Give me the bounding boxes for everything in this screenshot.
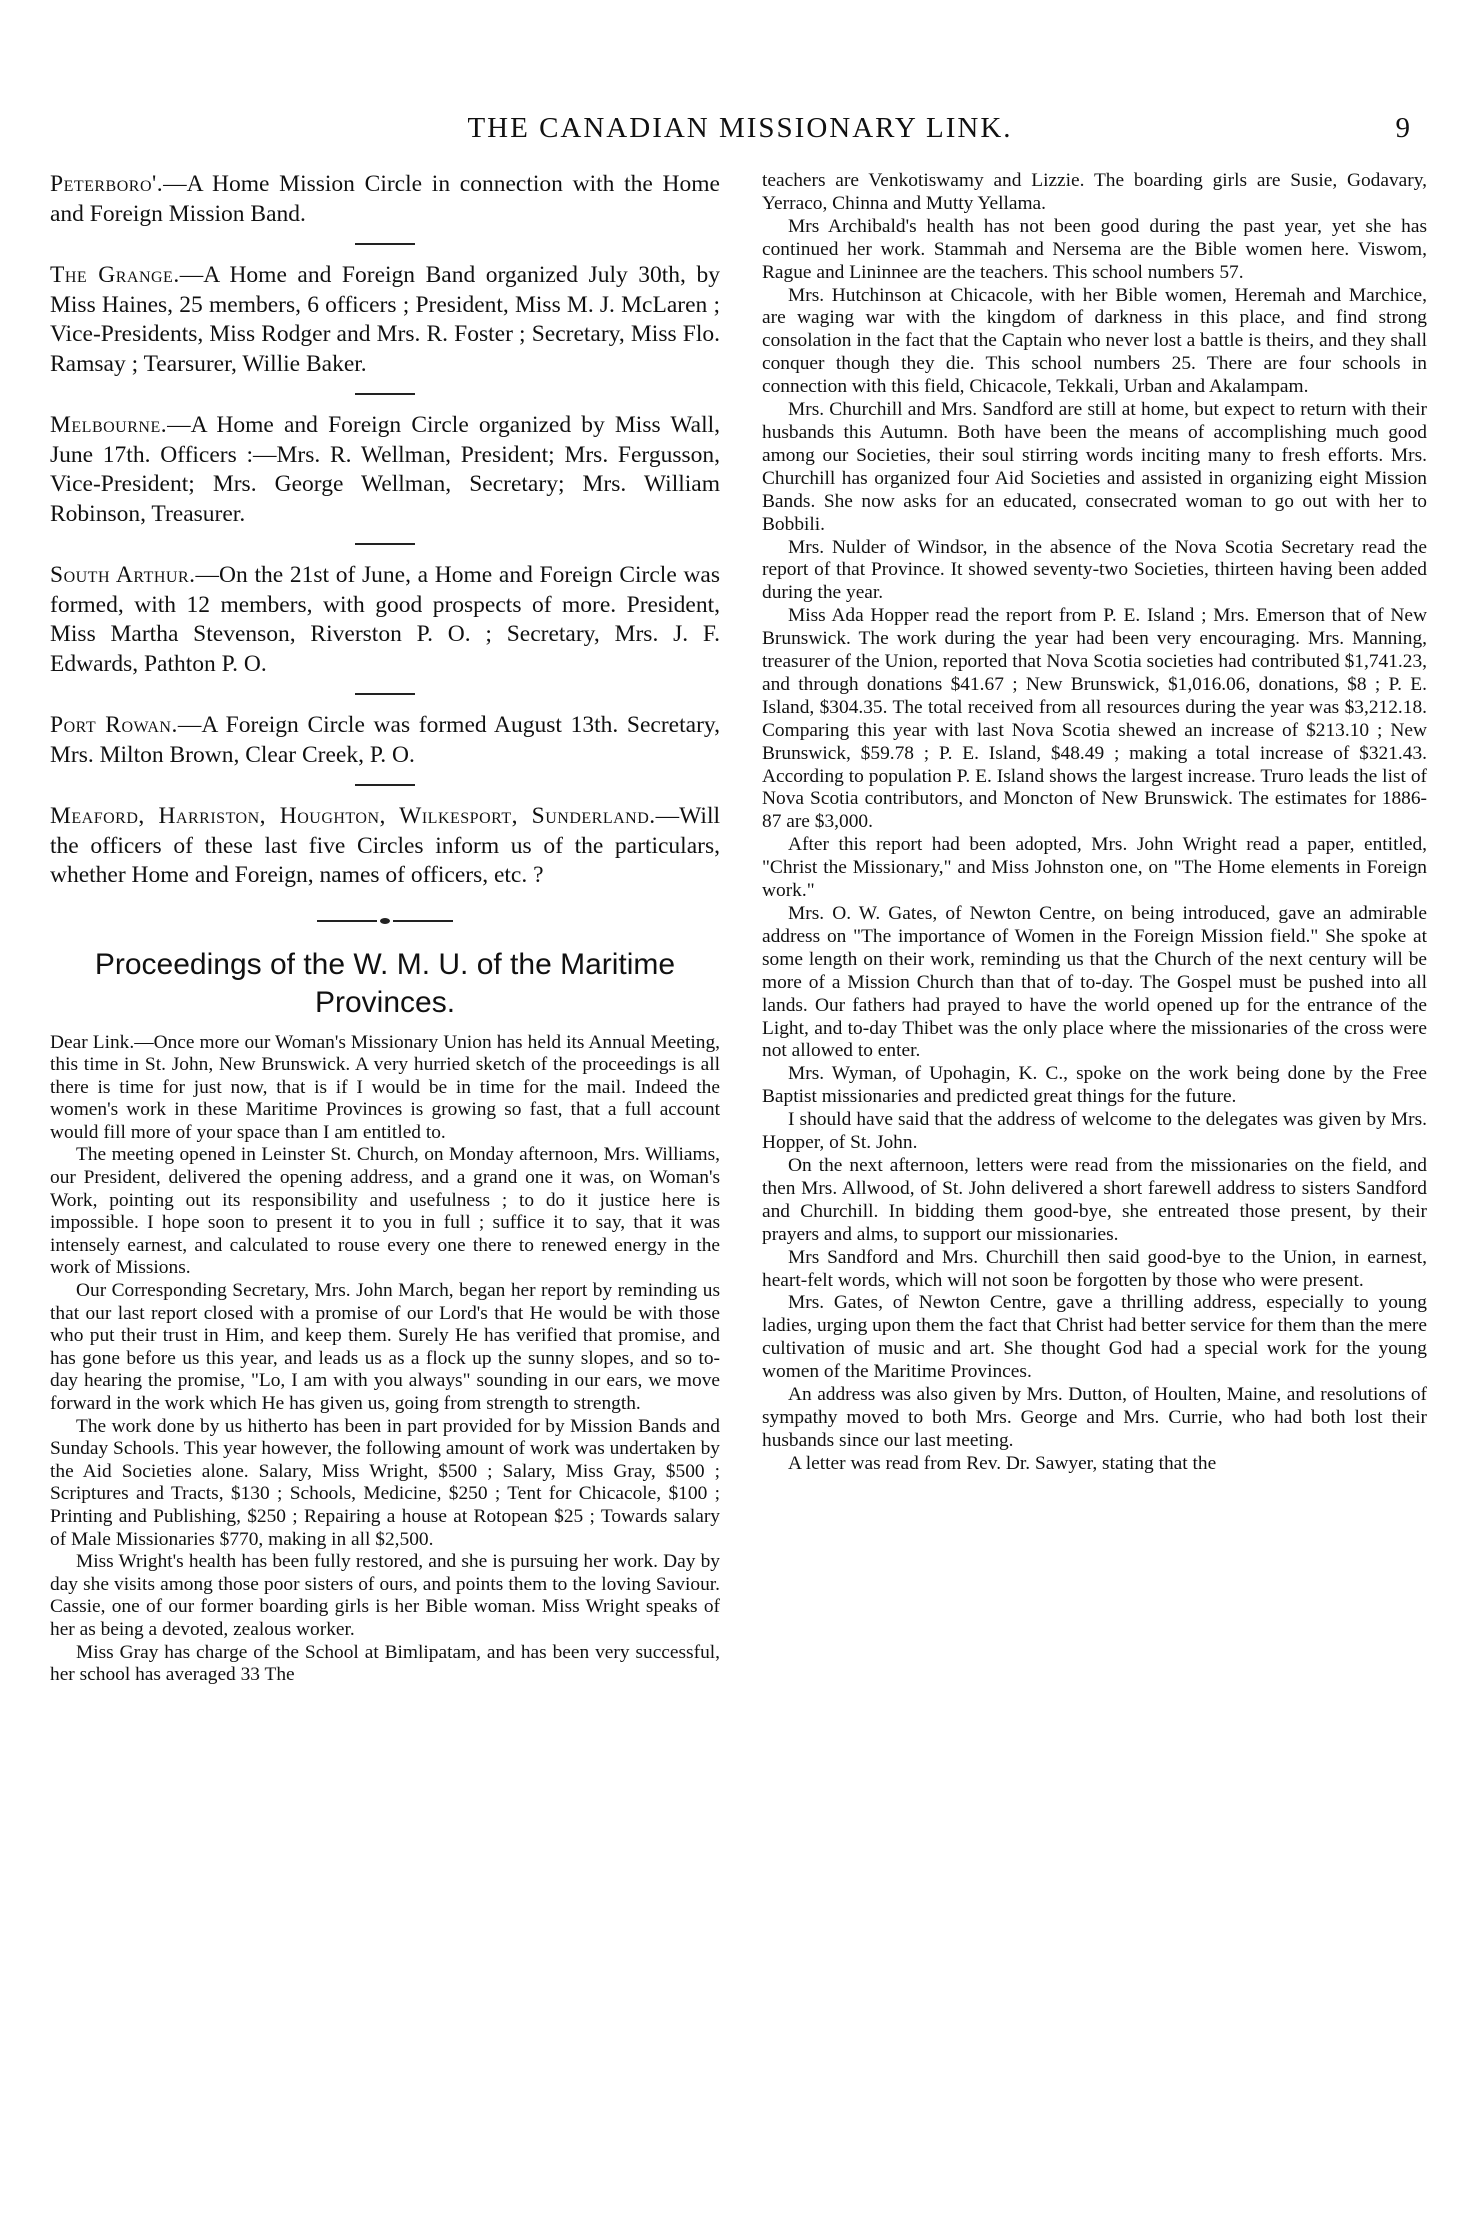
article-paragraph: Mrs. Churchill and Mrs. Sandford are still at home, but expect to return with their husbands this Autumn. Both have been the means of accomplishing much good among our Societies, their soul stirring words inciting many to fresh efforts. Mrs. Churchill has organized four Aid Societies and assisted in organizing eight Mission Bands. She now asks for an educated, consecrated woman to go out with her to Bobbili. bbox=[762, 399, 1427, 535]
article-paragraph: I should have said that the address of welcome to the delegates was given by Mrs. Hopper, of St. John. bbox=[762, 1109, 1427, 1154]
notice-place: Port Rowan. bbox=[50, 712, 178, 738]
page-header bbox=[0, 112, 1462, 152]
article-paragraph: Mrs. Gates, of Newton Centre, gave a thrilling address, especially to young ladies, urging upon them the fact that Christ had better service for them than the mere cultivation of music and art. She thought God had a special work for the young women of the Maritime Provinces. bbox=[762, 1292, 1427, 1383]
notice-body: —A Home and Foreign Circle organized by Miss Wall, June 17th. Officers :—Mrs. R. Wellman, President; Mrs. Fergusson, Vice-President; Mrs. George Wellman, Secretary; Mrs. William Robinson, Treasurer. bbox=[50, 412, 720, 527]
article-paragraph: Mrs Archibald's health has not been good during the past year, yet she has continued her work. Stammah and Nersema are the Bible women here. Viswom, Rague and Lininnee are the teachers. This school numbers 57. bbox=[762, 215, 1427, 283]
article-paragraph: Miss Ada Hopper read the report from P. E. Island ; Mrs. Emerson that of New Brunswick. The work during the year had been very encouraging. Mrs. Manning, treasurer of the Union, reported that Nova Scotia societies had contributed $1,741.23, and through donations $41.67 ; New Brunswick, $1,016.06, donations, $8 ; P. E. Island, $304.35. The total received from all resources during the year was $3,212.18. Comparing this year with last Nova Scotia shewed an increase of $213.10 ; New Brunswick, $59.78 ; P. E. Island, $48.49 ; making a total increase of $321.43. According to population P. E. Island shows the largest increase. Truro leads the list of Nova Scotia contributors, and Moncton of New Brunswick. The estimates for 1886-87 are $3,000. bbox=[762, 605, 1427, 833]
article-paragraph: Mrs. Hutchinson at Chicacole, with her Bible women, Heremah and Marchice, are waging war with the kingdom of darkness in this place, and find strong consolation in the fact that the Captain who never lost a battle is theirs, and they shall conquer though they die. This school numbers 25. There are four schools in connection with this field, Chicacole, Tekkali, Urban and Akalampam. bbox=[762, 284, 1427, 398]
left-column bbox=[50, 170, 720, 1687]
article-paragraph: Miss Gray has charge of the School at Bimlipatam, and has been very successful, her school has averaged 33 The bbox=[50, 1641, 720, 1686]
short-rule bbox=[355, 393, 415, 395]
article-paragraph: Miss Wright's health has been fully restored, and she is pursuing her work. Day by day she visits among those poor sisters of ours, and points them to the loving Saviour. Cassie, one of our former boarding girls is her Bible woman. Miss Wright speaks of her as being a devoted, zealous worker. bbox=[50, 1551, 720, 1640]
notice-south-arthur bbox=[50, 561, 720, 679]
short-rule bbox=[355, 243, 415, 245]
notice-place: South Arthur. bbox=[50, 562, 196, 588]
notice-peterboro bbox=[50, 170, 720, 229]
notice-place: Melbourne. bbox=[50, 412, 168, 438]
article-paragraph: Mrs Sandford and Mrs. Churchill then said good-bye to the Union, in earnest, heart-felt words, which will not soon be forgotten by those who were present. bbox=[762, 1246, 1427, 1291]
notice-the-grange bbox=[50, 261, 720, 379]
article-heading: Proceedings of the W. M. U. of the Maritime Provinces. bbox=[94, 947, 676, 1019]
notice-meaford-etc bbox=[50, 802, 720, 891]
article-paragraph: Mrs. Nulder of Windsor, in the absence of the Nova Scotia Secretary read the report of that Province. It showed seventy-two Societies, thirteen having been added during the year. bbox=[762, 536, 1427, 604]
article-paragraph: Our Corresponding Secretary, Mrs. John March, began her report by reminding us that our last report closed with a promise of our Lord's that He would be with those who put their trust in Him, and keep them. Surely He has verified that promise, and has gone before us this year, and leads us as a flock up the sunny slopes, and so to-day hearing the promise, "Lo, I am with you always" sounding in our ears, we move forward in the work which He has given us, going from strength to strength. bbox=[50, 1280, 720, 1414]
notice-body: —A Home Mission Circle in connection with the Home and Foreign Mission Band. bbox=[50, 171, 720, 227]
article-paragraph: Mrs. Wyman, of Upohagin, K. C., spoke on the work being done by the Free Baptist missionaries and predicted great things for the future. bbox=[762, 1063, 1427, 1108]
article-paragraph: The work done by us hitherto has been in part provided for by Mission Bands and Sunday Schools. This year however, the following amount of work was undertaken by the Aid Societies alone. Salary, Miss Wright, $500 ; Salary, Miss Gray, $500 ; Scriptures and Tracts, $130 ; Schools, Medicine, $250 ; Tent for Chicacole, $100 ; Printing and Publishing, $250 ; Repairing a house at Rotopean $25 ; Towards salary of Male Missionaries $770, making in all $2,500. bbox=[50, 1415, 720, 1550]
notice-place: Peterboro'. bbox=[50, 171, 164, 197]
short-rule bbox=[355, 693, 415, 695]
notice-body: —A Foreign Circle was formed August 13th. Secretary, Mrs. Milton Brown, Clear Creek, P. O. bbox=[50, 712, 720, 768]
notice-melbourne bbox=[50, 411, 720, 529]
article-paragraph: On the next afternoon, letters were read from the missionaries on the field, and then Mrs. Allwood, of St. John delivered a short farewell address to sisters Sandford and Churchill. In bidding them good-bye, she entreated those present, by their prayers and alms, to support our missionaries. bbox=[762, 1154, 1427, 1245]
notice-body: —A Home and Foreign Band organized July 30th, by Miss Haines, 25 members, 6 officers ; President, Miss M. J. McLaren ; Vice-Presidents, Miss Rodger and Mrs. R. Foster ; Secretary, Miss Flo. Ramsay ; Tearsurer, Willie Baker. bbox=[50, 262, 720, 377]
short-rule bbox=[355, 784, 415, 786]
notice-port-rowan bbox=[50, 711, 720, 770]
notice-place: Meaford, Harriston, Houghton, Wilkesport, Sunderland. bbox=[50, 803, 656, 829]
short-rule bbox=[355, 543, 415, 545]
section-ornament bbox=[50, 909, 720, 932]
notice-body: —On the 21st of June, a Home and Foreign Circle was formed, with 12 members, with good prospects of more. President, Miss Martha Stevenson, Riverston P. O. ; Secretary, Mrs. J. F. Edwards, Pathton P. O. bbox=[50, 562, 720, 677]
publication-title: THE CANADIAN MISSIONARY LINK. bbox=[467, 112, 1013, 144]
article-paragraph: Dear Link.—Once more our Woman's Missionary Union has held its Annual Meeting, this time in St. John, New Brunswick. A very hurried sketch of the proceedings is all there is time for just now, that is if I would be in time for the mail. Indeed the women's work in these Maritime Provinces is growing so fast, that a full account would fill more of your space than I am entitled to. bbox=[50, 1031, 720, 1143]
article-paragraph: An address was also given by Mrs. Dutton, of Houlten, Maine, and resolutions of sympathy moved to both Mrs. George and Mrs. Currie, who had both lost their husbands since our last meeting. bbox=[762, 1384, 1427, 1451]
notice-body: —Will the officers of these last five Circles inform us of the particulars, whether Home and Foreign, names of officers, etc. ? bbox=[50, 803, 720, 888]
article-paragraph: After this report had been adopted, Mrs. John Wright read a paper, entitled, "Christ the Missionary," and Miss Johnston one, on "The Home elements in Foreign work." bbox=[762, 834, 1427, 902]
article-paragraph: Mrs. O. W. Gates, of Newton Centre, on being introduced, gave an admirable address on "The importance of Women in the Foreign Mission field." She spoke at some length on their work, reminding us that the Church of the next century will be more of a Mission Church than that of to-day. The Gospel must be pushed into all lands. Our fathers had prayed to have the world opened up for the entrance of the Light, and to-day Thibet was the only place where the missionaries of the cross were not allowed to enter. bbox=[762, 903, 1427, 1062]
page-number: 9 bbox=[1395, 112, 1410, 144]
article-paragraph: A letter was read from Rev. Dr. Sawyer, stating that the bbox=[788, 1452, 1217, 1474]
article-paragraph: teachers are Venkotiswamy and Lizzie. The boarding girls are Susie, Godavary, Yerraco, Chinna and Mutty Yellama. bbox=[762, 170, 1427, 214]
article-paragraph: The meeting opened in Leinster St. Church, on Monday afternoon, Mrs. Williams, our President, delivered the opening address, and a grand one it was, on Woman's Work, pointing out its responsibility and usefulness ; to do it justice here is impossible. I hope soon to present it to you in full ; suffice it to say, that it was intensely earnest, and calculated to rouse every one there to renewed energy in the work of Missions. bbox=[50, 1144, 720, 1279]
notice-place: The Grange. bbox=[50, 262, 180, 288]
right-column bbox=[762, 170, 1427, 1476]
